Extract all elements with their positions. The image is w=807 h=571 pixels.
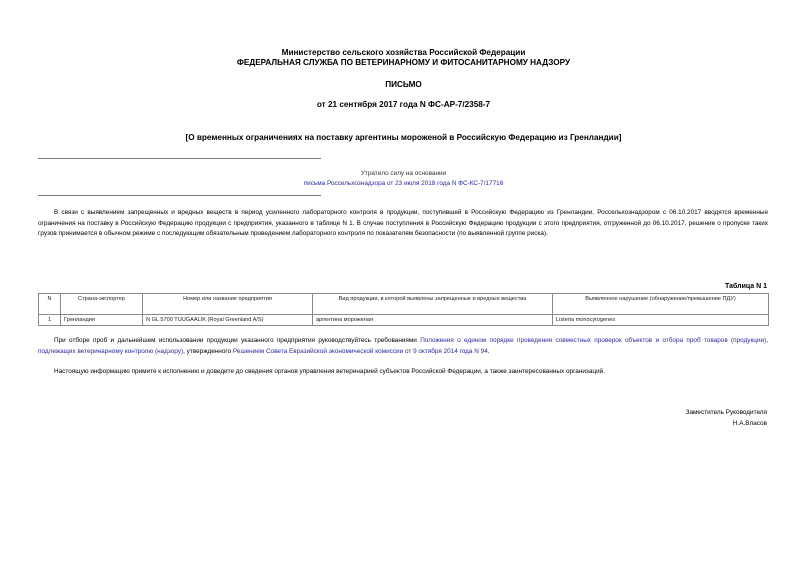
doc-type: ПИСЬМО: [385, 80, 422, 89]
decision-link[interactable]: Решением Совета Евразийской экономической комиссии от 9 октября 2014 года N 94: [232, 347, 488, 355]
cell-violation: Listeria monocytogenes: [553, 315, 769, 326]
status-note: Утратило силу на основании: [360, 170, 447, 177]
divider-bottom: [38, 195, 321, 196]
paragraph-2-start: При отборе проб и дальнейшем использовании продукции указанного предприятия руководствуйтесь требованиями: [54, 337, 421, 344]
service-title: ФЕДЕРАЛЬНАЯ СЛУЖБА ПО ВЕТЕРИНАРНОМУ И ФИТОСАНИТАРНОМУ НАДЗОРУ: [236, 58, 571, 67]
paragraph-3-text: Настоящую информацию примите к исполнению и доведите до сведения органов управления ветеринарией субъектов Российской Федерации, а также заинтересованных организаций.: [54, 368, 605, 375]
ministry-title: Министерство сельского хозяйства Российской Федерации: [281, 48, 526, 57]
paragraph-2: [38, 336, 768, 357]
regulation-link[interactable]: Положения о едином порядке проведения совместных проверок объектов и отбора проб товаров (продукции), подлежащих ветеринарному контролю (надзору): [38, 337, 769, 355]
table-header-row: [39, 294, 769, 315]
cell-product: аргентина мороженая: [313, 315, 553, 326]
header-country: Страна-экспортер: [61, 294, 143, 315]
restrictions-table: [38, 293, 769, 326]
header-product: Вид продукции, в которой выявлены запрещенные и вредные вещества: [313, 294, 553, 315]
cell-n: 1: [39, 315, 61, 326]
signer-position: Заместитель Руководителя: [685, 409, 767, 416]
table-row: [39, 315, 769, 326]
paragraph-2-mid: , утвержденного: [183, 347, 233, 355]
doc-date: от 21 сентября 2017 года N ФС-АР-7/2358-7: [316, 100, 491, 109]
status-link[interactable]: письма Россельхознадзора от 23 июля 2018 года N ФС-КС-7/17716: [303, 180, 504, 187]
doc-subject: [О временных ограничениях на поставку аргентины мороженой в Российскую Федерацию из Гренландии]: [185, 133, 622, 142]
header-enterprise: Номер или название предприятия: [143, 294, 313, 315]
cell-enterprise: N GL 5700 TUUGAALIK (Royal Greenland A/S): [143, 315, 313, 326]
table-caption: Таблица N 1: [724, 283, 767, 290]
header-n: N: [39, 294, 61, 315]
paragraph-1-text: В связи с выявлением запрещенных и вредных веществ в период усиленного лабораторного контроля в продукции, поступившей в Российскую Федерацию из Гренландии, Россельхознадзором с 06.10.2017 вводятся временные ограничения на поставку в Российскую Федерацию продукции с предприятия, указанного в таблице N 1. В случае поступления в Российскую Федерацию продукции с этого предприятия, отгруженной до 06.10.2017, решение о пропуске таких грузов принимается в обычном режиме с последующим обязательным проведением лабораторного контроля по показателям безопасности (по выявленной группе риска).: [38, 209, 768, 237]
signer-name: Н.А.Власов: [732, 420, 767, 427]
paragraph-1: [38, 208, 768, 240]
divider-top: [38, 158, 321, 159]
header-violation: Выявленное нарушение (обнаружение/превышение ПДУ): [553, 294, 769, 315]
cell-country: Гренландия: [61, 315, 143, 326]
paragraph-2-end: .: [487, 347, 490, 355]
paragraph-3: [38, 367, 768, 378]
